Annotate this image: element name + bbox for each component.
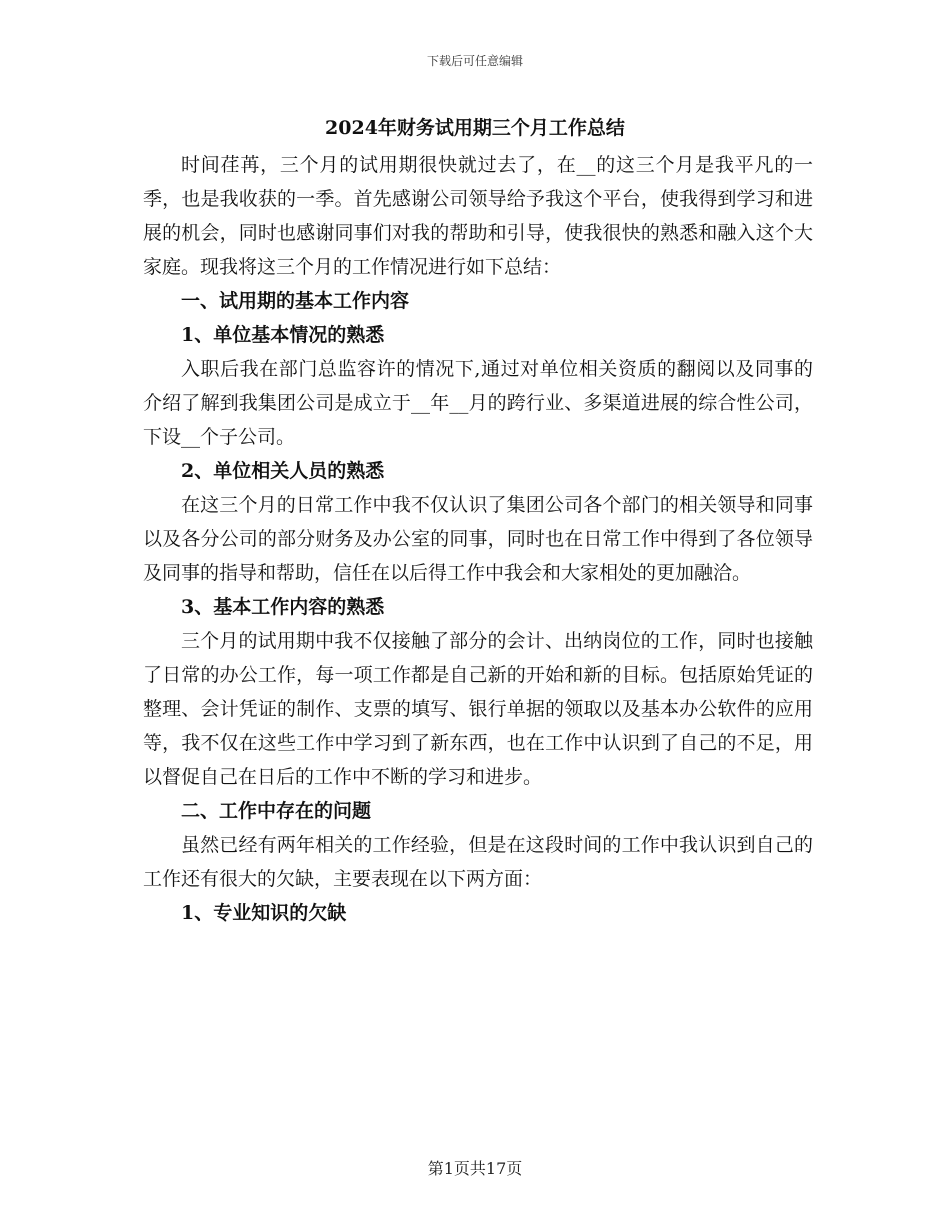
section-heading-1: 一、试用期的基本工作内容 <box>181 290 410 312</box>
header-note: 下载后可任意编辑 <box>426 54 523 68</box>
paragraph-problems: 虽然已经有两年相关的工作经验，但是在这段时间的工作中我认识到自己的工作还有很大的欠缺，主要表现在以下两方面： <box>143 834 813 890</box>
subsection-heading-1-1: 1、单位基本情况的熟悉 <box>181 324 385 346</box>
subsection-heading-1-2: 2、单位相关人员的熟悉 <box>181 460 385 482</box>
subsection-heading-1-3: 3、基本工作内容的熟悉 <box>181 596 385 618</box>
document-body <box>143 148 813 930</box>
document-title: 2024年财务试用期三个月工作总结 <box>325 117 625 139</box>
section-heading-2: 二、工作中存在的问题 <box>181 800 372 822</box>
subsection-heading-2-1: 1、专业知识的欠缺 <box>181 902 347 924</box>
paragraph-intro: 时间荏苒，三个月的试用期很快就过去了，在__的这三个月是我平凡的一季，也是我收获的一季。首先感谢公司领导给予我这个平台，使我得到学习和进展的机会，同时也感谢同事们对我的帮助和引导，使我很快的熟悉和融入这个大家庭。现我将这三个月的工作情况进行如下总结： <box>143 154 813 278</box>
page-footer: 第1页共17页 <box>427 1159 523 1178</box>
paragraph-unit-info: 入职后我在部门总监容许的情况下,通过对单位相关资质的翻阅以及同事的介绍了解到我集团公司是成立于__年__月的跨行业、多渠道进展的综合性公司，下设__个子公司。 <box>143 358 813 448</box>
paragraph-work-content: 三个月的试用期中我不仅接触了部分的会计、出纳岗位的工作，同时也接触了日常的办公工作，每一项工作都是自己新的开始和新的目标。包括原始凭证的整理、会计凭证的制作、支票的填写、银行单据的领取以及基本办公软件的应用等，我不仅在这些工作中学习到了新东西，也在工作中认识到了自己的不足，用以督促自己在日后的工作中不断的学习和进步。 <box>143 630 813 788</box>
paragraph-colleagues: 在这三个月的日常工作中我不仅认识了集团公司各个部门的相关领导和同事以及各分公司的部分财务及办公室的同事，同时也在日常工作中得到了各位领导及同事的指导和帮助，信任在以后得工作中我会和大家相处的更加融洽。 <box>143 494 813 584</box>
